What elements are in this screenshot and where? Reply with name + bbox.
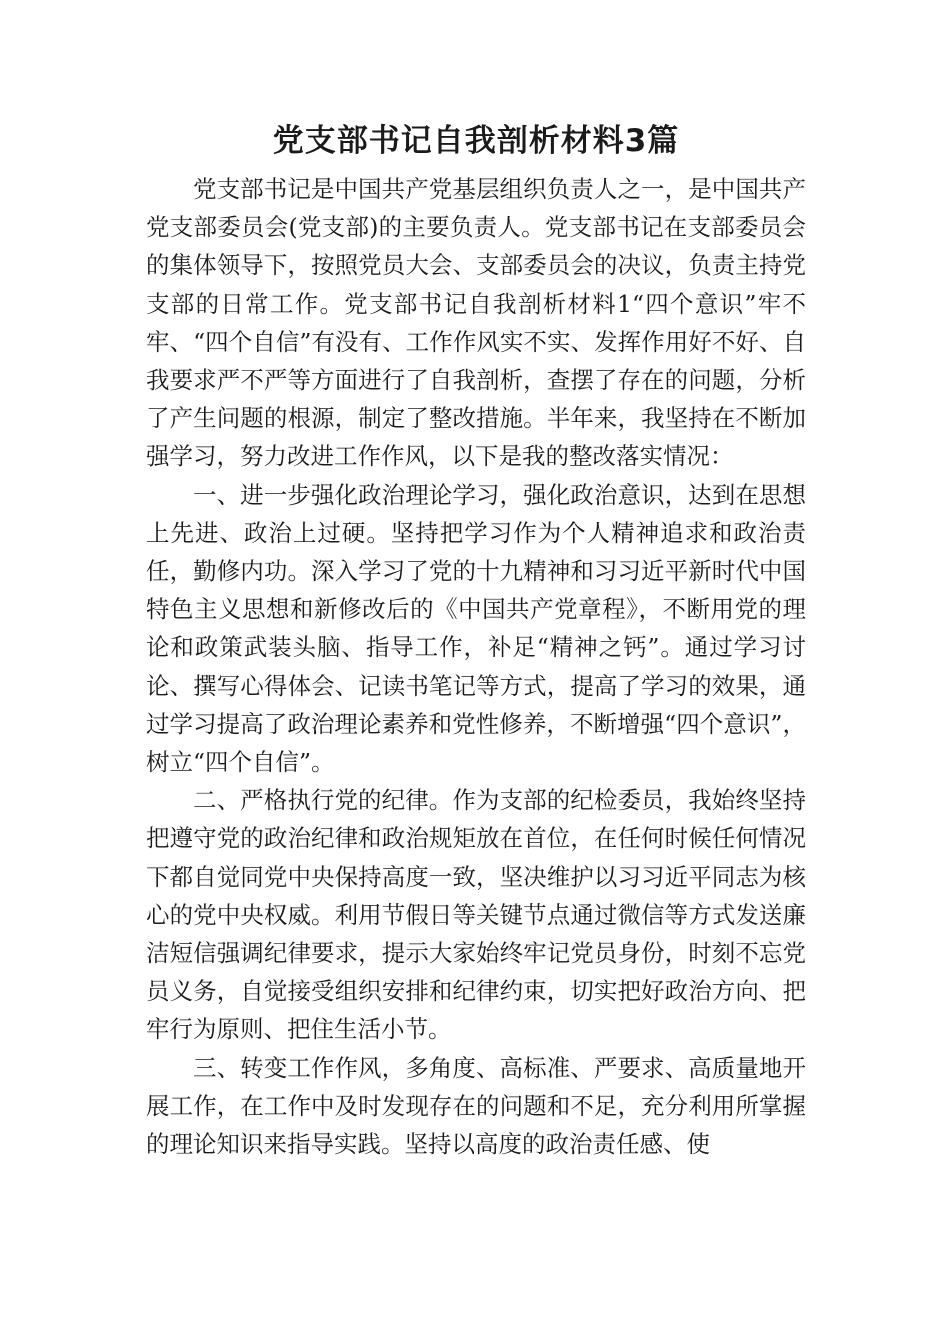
paragraph-section-two: 二、严格执行党的纪律。作为支部的纪检委员，我始终坚持把遵守党的政治纪律和政治规矩放在首位，在任何时候任何情况下都自觉同党中央保持高度一致，坚决维护以习习近平同志为核心的党中央权威。利用节假日等关键节点通过微信等方式发送廉洁短信强调纪律要求，提示大家始终牢记党员身份，时刻不忘党员义务，自觉接受组织安排和纪律约束，切实把好政治方向、把牢行为原则、把住生活小节。 [146,786,806,1044]
document-page [146,118,806,1163]
paragraph-intro: 党支部书记是中国共产党基层组织负责人之一，是中国共产党支部委员会(党支部)的主要负责人。党支部书记在支部委员会的集体领导下，按照党员大会、支部委员会的决议，负责主持党支部的日常工作。党支部书记自我剖析材料1“四个意识”牢不牢、“四个自信”有没有、工作作风实不实、发挥作用好不好、自我要求严不严等方面进行了自我剖析，查摆了存在的问题，分析了产生问题的根源，制定了整改措施。半年来，我坚持在不断加强学习，努力改进工作作风，以下是我的整改落实情况： [146,175,806,471]
paragraph-section-three: 三、转变工作作风，多角度、高标准、严要求、高质量地开展工作，在工作中及时发现存在的问题和不足，充分利用所掌握的理论知识来指导实践。坚持以高度的政治责任感、使 [146,1053,806,1159]
paragraph-section-one: 一、进一步强化政治理论学习，强化政治意识，达到在思想上先进、政治上过硬。坚持把学习作为个人精神追求和政治责任，勤修内功。深入学习了党的十九精神和习习近平新时代中国特色主义思想和新修改后的《中国共产党章程》，不断用党的理论和政策武装头脑、指导工作，补足“精神之钙”。通过学习讨论、撰写心得体会、记读书笔记等方式，提高了学习的效果，通过学习提高了政治理论素养和党性修养，不断增强“四个意识”，树立“四个自信”。 [146,480,806,777]
document-title: 党支部书记自我剖析材料3篇 [272,123,680,159]
